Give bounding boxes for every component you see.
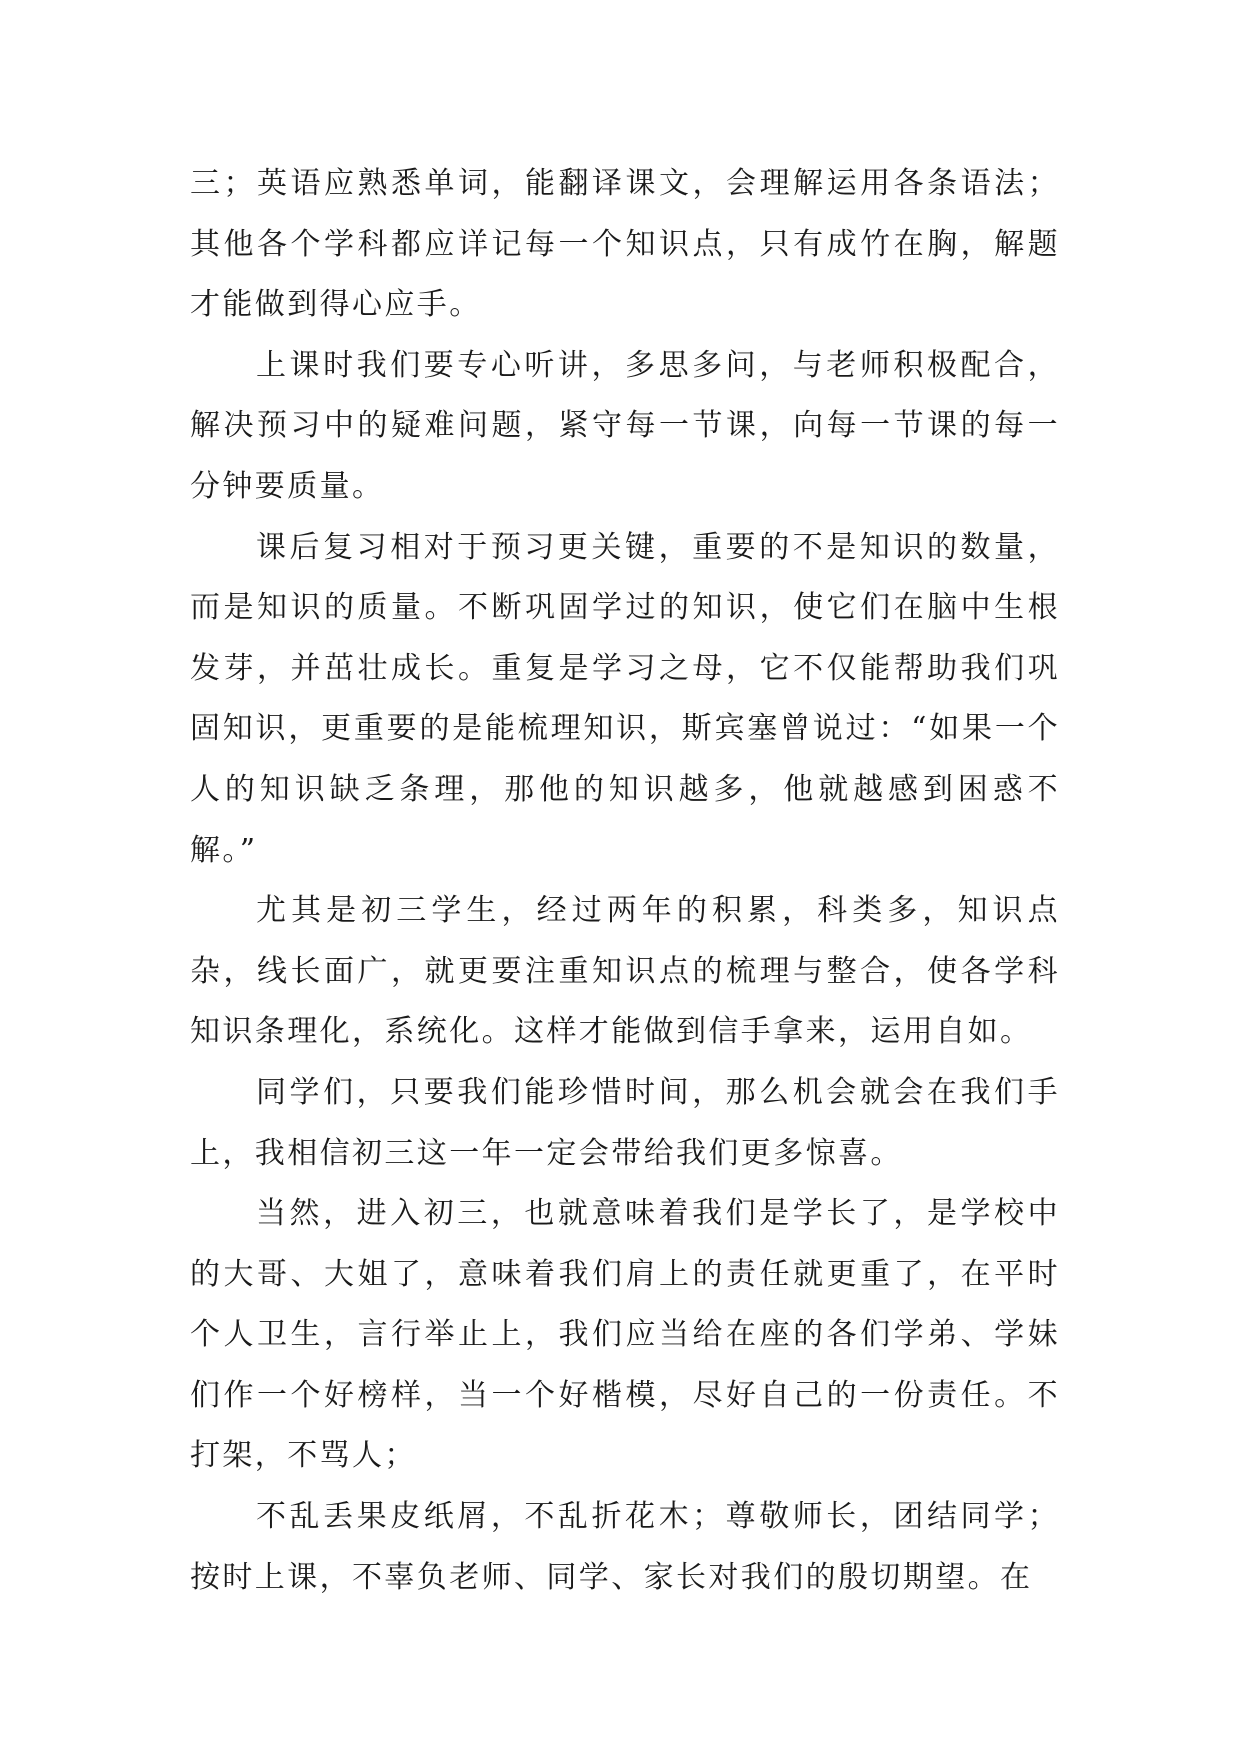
paragraph-2: 上课时我们要专心听讲，多思多问，与老师积极配合，解决预习中的疑难问题，紧守每一节课，向每一节课的每一分钟要质量。 bbox=[190, 347, 1060, 504]
paragraph-4: 尤其是初三学生，经过两年的积累，科类多，知识点杂，线长面广，就更要注重知识点的梳理与整合，使各学科知识条理化，系统化。这样才能做到信手拿来，运用自如。 bbox=[190, 893, 1060, 1050]
paragraph-6: 当然，进入初三，也就意味着我们是学长了，是学校中的大哥、大姐了，意味着我们肩上的责任就更重了，在平时个人卫生，言行举止上，我们应当给在座的各们学弟、学妹们作一个好榜样，当一个好楷模，尽好自己的一份责任。不打架，不骂人； bbox=[190, 1196, 1060, 1474]
paragraph-5: 同学们，只要我们能珍惜时间，那么机会就会在我们手上，我相信初三这一年一定会带给我们更多惊喜。 bbox=[190, 1074, 1060, 1171]
document-body bbox=[190, 154, 1060, 1608]
paragraph-7: 不乱丢果皮纸屑，不乱折花木；尊敬师长，团结同学；按时上课，不辜负老师、同学、家长对我们的殷切期望。在 bbox=[190, 1499, 1060, 1595]
paragraph-3: 课后复习相对于预习更关键，重要的不是知识的数量，而是知识的质量。不断巩固学过的知识，使它们在脑中生根发芽，并茁壮成长。重复是学习之母，它不仅能帮助我们巩固知识，更重要的是能梳理知识，斯宾塞曾说过：“如果一个人的知识缺乏条理，那他的知识越多，他就越感到困惑不解。” bbox=[190, 529, 1060, 868]
paragraph-1: 三；英语应熟悉单词，能翻译课文，会理解运用各条语法；其他各个学科都应详记每一个知识点，只有成竹在胸，解题才能做到得心应手。 bbox=[190, 166, 1060, 323]
